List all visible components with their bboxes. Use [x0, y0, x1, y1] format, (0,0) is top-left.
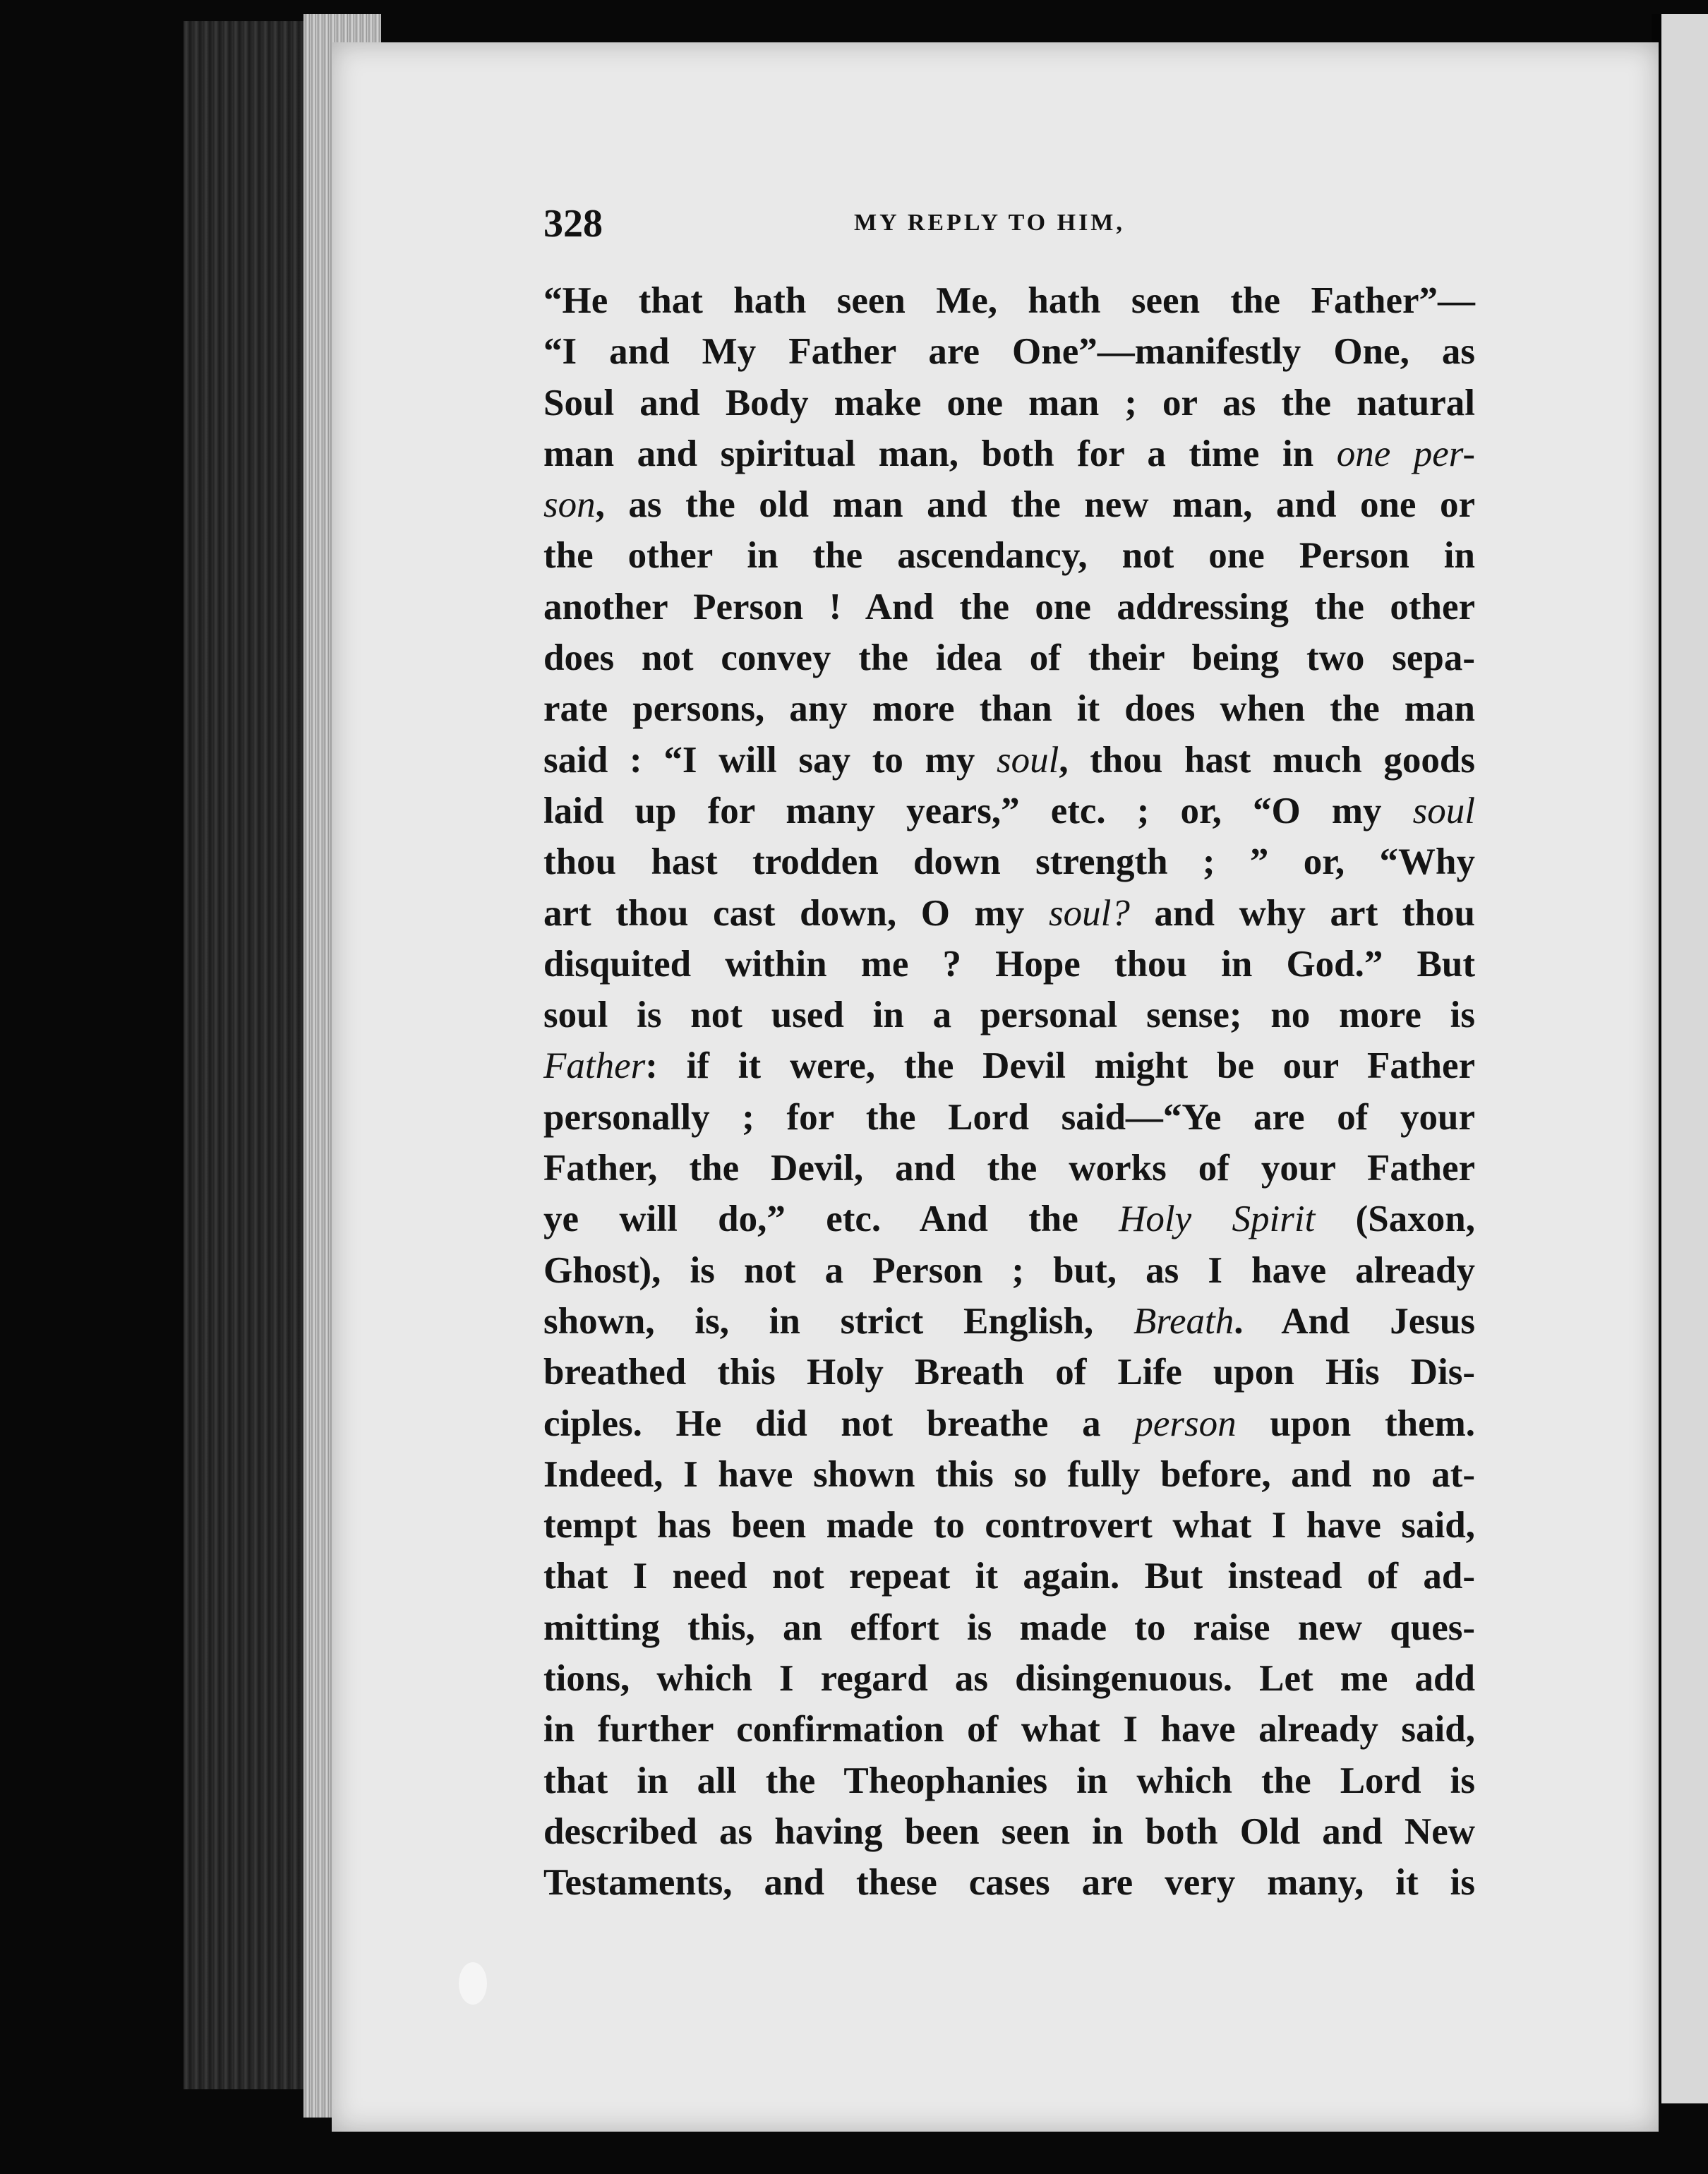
text-line [543, 1857, 1475, 1908]
text-line [543, 1602, 1475, 1653]
text-line [543, 939, 1475, 990]
text-line [543, 479, 1475, 530]
text-segment: disquited within me ? Hope thou in God.” But [543, 943, 1475, 985]
text-line [543, 326, 1475, 377]
text-line [543, 1653, 1475, 1704]
text-line [543, 378, 1475, 428]
italic-text: one per- [1336, 433, 1475, 474]
italic-text: Breath [1133, 1300, 1234, 1342]
book-page [332, 42, 1659, 2132]
text-segment: rate persons, any more than it does when the man [543, 688, 1475, 730]
text-line [543, 1806, 1475, 1857]
text-segment: (Saxon, [1315, 1199, 1476, 1240]
text-line [543, 1398, 1475, 1449]
text-segment: , as the old man and the new man, and one or [595, 484, 1475, 526]
text-segment: Testaments, and these cases are very many, it is [543, 1862, 1475, 1904]
text-line [543, 1551, 1475, 1602]
text-segment: tempt has been made to controvert what I have said, [543, 1505, 1475, 1547]
text-line [543, 735, 1475, 786]
italic-text: soul [996, 739, 1059, 781]
text-line [543, 888, 1475, 939]
text-line [543, 1347, 1475, 1398]
text-segment: shown, is, in strict English, [543, 1300, 1133, 1342]
text-segment: soul is not used in a personal sense; no more is [543, 995, 1475, 1036]
text-segment: upon them. [1236, 1403, 1475, 1444]
adjacent-page-sliver [1652, 14, 1708, 2103]
text-segment: Father, the Devil, and the works of your Father [543, 1148, 1475, 1189]
text-line [543, 530, 1475, 581]
italic-text: Father [543, 1045, 646, 1087]
text-segment: breathed this Holy Breath of Life upon His Dis- [543, 1352, 1475, 1393]
text-segment: the other in the ascendancy, not one Person in [543, 535, 1475, 577]
text-line [543, 582, 1475, 632]
text-segment: and why art thou [1129, 892, 1475, 934]
text-segment: said : “I will say to my [543, 739, 997, 781]
text-line [543, 1500, 1475, 1551]
text-segment: thou hast trodden down strength ; ” or, “Why [543, 841, 1475, 883]
text-line [543, 275, 1475, 326]
text-segment: another Person ! And the one addressing the other [543, 586, 1475, 627]
text-segment: tions, which I regard as disingenuous. Let me add [543, 1658, 1475, 1700]
running-head: MY REPLY TO HIM, [854, 210, 1125, 236]
text-segment: in further confirmation of what I have already said, [543, 1709, 1475, 1750]
text-line [543, 1143, 1475, 1194]
text-line [543, 428, 1475, 479]
text-segment: “He that hath seen Me, hath seen the Father”— [543, 280, 1475, 321]
text-segment: Soul and Body make one man ; or as the natural [543, 382, 1475, 424]
text-segment: that I need not repeat it again. But instead of ad- [543, 1556, 1475, 1597]
text-line [543, 1704, 1475, 1755]
italic-text: son [543, 484, 596, 526]
text-line [543, 1194, 1475, 1244]
italic-text: person [1134, 1403, 1237, 1444]
text-segment: laid up for many years,” etc. ; or, “O my [543, 790, 1413, 831]
text-line [543, 1245, 1475, 1296]
text-line [543, 990, 1475, 1040]
text-segment: : if it were, the Devil might be our Father [645, 1045, 1475, 1087]
text-line [543, 786, 1475, 836]
text-segment: man and spiritual man, both for a time in [543, 433, 1337, 474]
text-line [543, 632, 1475, 683]
smudge-mark [459, 1962, 487, 2005]
text-line [543, 1092, 1475, 1143]
text-segment: , thou hast much goods [1059, 739, 1475, 781]
body-text [543, 275, 1475, 1909]
italic-text: soul? [1048, 892, 1130, 934]
text-segment: ciples. He did not breathe a [543, 1403, 1135, 1444]
text-segment: does not convey the idea of their being two sepa- [543, 637, 1475, 679]
text-segment: that in all the Theophanies in which the Lord is [543, 1760, 1475, 1801]
page-number: 328 [543, 202, 603, 246]
text-segment: art thou cast down, O my [543, 892, 1049, 934]
text-segment: mitting this, an effort is made to raise new ques- [543, 1607, 1475, 1648]
text-line [543, 836, 1475, 887]
text-segment: . And Jesus [1234, 1300, 1475, 1342]
italic-text: Holy Spirit [1119, 1199, 1316, 1240]
text-line [543, 683, 1475, 734]
text-line [543, 1040, 1475, 1091]
italic-text: soul [1412, 790, 1475, 831]
text-line [543, 1755, 1475, 1806]
text-segment: Ghost), is not a Person ; but, as I have already [543, 1249, 1475, 1291]
text-line [543, 1449, 1475, 1500]
text-line [543, 1296, 1475, 1347]
text-segment: Indeed, I have shown this so fully before, and no at- [543, 1453, 1475, 1495]
text-segment: “I and My Father are One”—manifestly One, as [543, 331, 1475, 373]
page-header [543, 201, 1532, 251]
text-segment: personally ; for the Lord said—“Ye are of your [543, 1096, 1475, 1138]
text-segment: ye will do,” etc. And the [543, 1199, 1119, 1240]
text-segment: described as having been seen in both Old and New [543, 1810, 1475, 1852]
